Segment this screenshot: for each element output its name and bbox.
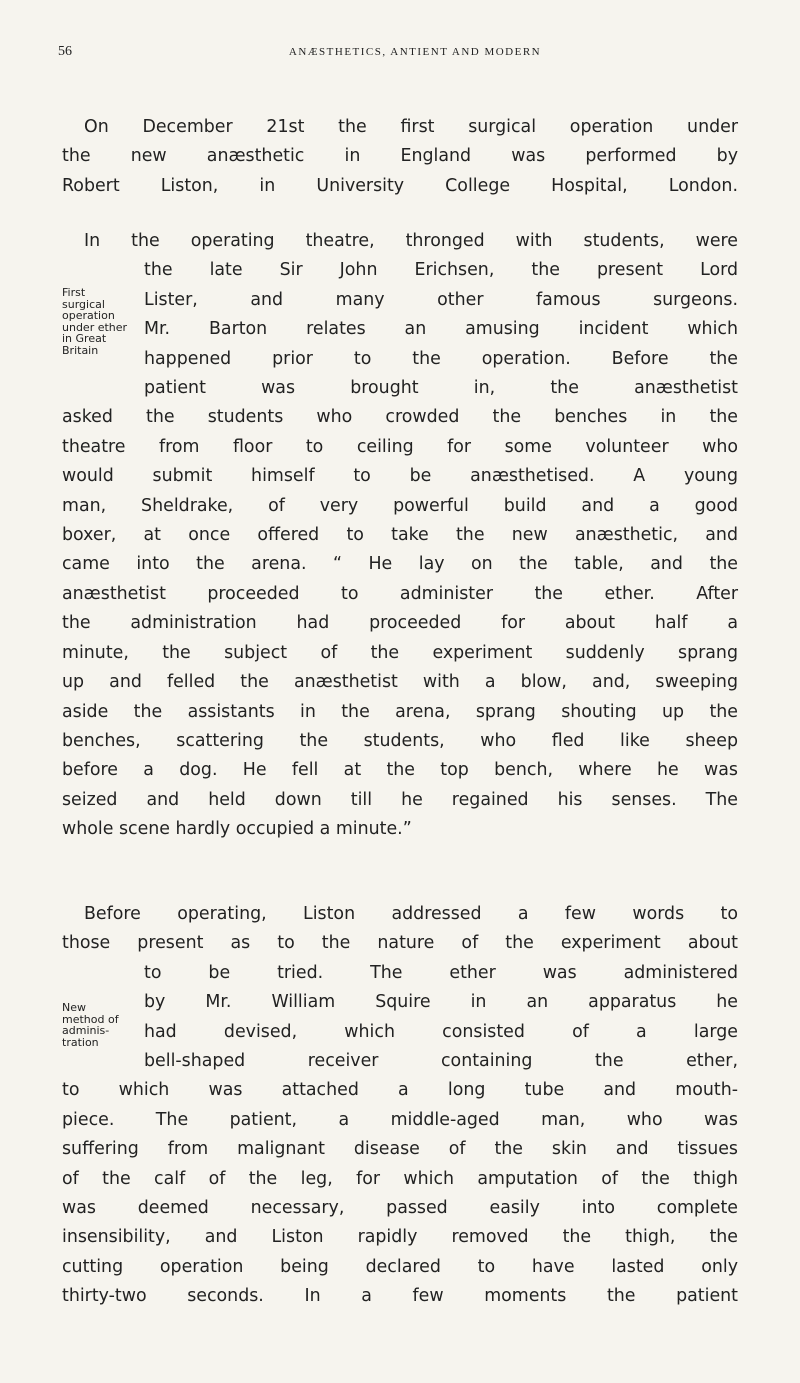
running-head: ANÆSTHETICS, ANTIENT AND MODERN xyxy=(288,46,542,58)
margin-note-line: in Great xyxy=(62,332,107,345)
margin-note-line: tration xyxy=(62,1035,99,1049)
text-line: had devised, which consisted of a large xyxy=(144,1021,738,1042)
margin-note-line: Britain xyxy=(62,343,99,357)
text-line: by Mr. William Squire in an apparatus he xyxy=(144,992,738,1013)
text-line: piece. The patient, a middle-aged man, who was xyxy=(62,1109,738,1130)
text-line: the administration had proceeded for about half a xyxy=(62,613,738,634)
text-line: those present as to the nature of the experiment about xyxy=(62,933,738,954)
margin-note-line: First xyxy=(62,286,86,299)
text-line: boxer, at once offered to take the new anæsthetic, and xyxy=(62,525,738,546)
text-line: insensibility, and Liston rapidly removed the thigh, the xyxy=(62,1227,738,1248)
text-line: happened prior to the operation. Before the xyxy=(144,348,738,369)
text-line: whole scene hardly occupied a minute.” xyxy=(62,819,412,840)
text-line: the late Sir John Erichsen, the present Lord xyxy=(144,260,738,281)
text-line: up and felled the anæsthetist with a blow, and, sweeping xyxy=(62,672,738,693)
text-line: cutting operation being declared to have lasted only xyxy=(62,1256,738,1277)
text-line: man, Sheldrake, of very powerful build and a good xyxy=(62,495,738,516)
text-line: asked the students who crowded the benches in the xyxy=(62,407,738,428)
margin-note-line: surgical xyxy=(62,297,105,311)
text-line: anæsthetist proceeded to administer the ether. After xyxy=(62,583,738,604)
text-line: minute, the subject of the experiment suddenly sprang xyxy=(62,642,738,663)
text-line: to which was attached a long tube and mouth- xyxy=(62,1080,738,1101)
text-line: theatre from floor to ceiling for some volunteer who xyxy=(62,436,738,457)
text-line: patient was brought in, the anæsthetist xyxy=(144,378,738,399)
text-line: to be tried. The ether was administered xyxy=(144,962,738,983)
margin-note-line: adminis- xyxy=(62,1024,110,1037)
page-number: 56 xyxy=(58,44,72,59)
text-line: Mr. Barton relates an amusing incident which xyxy=(144,319,738,340)
text-line: suffering from malignant disease of the skin and tissues xyxy=(62,1139,738,1160)
text-line: of the calf of the leg, for which amputation of the thigh xyxy=(62,1168,738,1189)
paragraph-3 xyxy=(62,900,738,1312)
text-line: was deemed necessary, passed easily into complete xyxy=(62,1198,738,1219)
text-line: aside the assistants in the arena, sprang shouting up the xyxy=(62,701,738,722)
page-header xyxy=(58,44,742,68)
paragraph-1 xyxy=(62,113,738,201)
text-line: Lister, and many other famous surgeons. xyxy=(144,289,738,310)
margin-note-line: method of xyxy=(62,1012,119,1026)
text-line: would submit himself to be anæsthetised. A young xyxy=(62,466,738,487)
text-line: came into the arena. “ He lay on the table, and the xyxy=(62,554,738,575)
text-line: bell-shaped receiver containing the ether, xyxy=(144,1051,738,1072)
text-line: seized and held down till he regained his senses. The xyxy=(62,789,738,810)
text-line: benches, scattering the students, who fled like sheep xyxy=(62,730,738,751)
text-line: thirty-two seconds. In a few moments the patient xyxy=(62,1286,738,1307)
margin-note-line: New xyxy=(62,1001,86,1014)
text-line: Before operating, Liston addressed a few words to xyxy=(84,904,738,924)
text-line: Robert Liston, in University College Hospital, London. xyxy=(62,175,738,196)
margin-note-line: under ether xyxy=(62,320,128,334)
margin-note-first-operation xyxy=(62,287,142,356)
text-line: the new anæsthetic in England was performed by xyxy=(62,146,738,167)
paragraph-2 xyxy=(62,227,738,845)
text-line: In the operating theatre, thronged with students, were xyxy=(84,231,738,251)
text-line: before a dog. He fell at the top bench, where he was xyxy=(62,760,738,781)
margin-note-line: operation xyxy=(62,309,115,322)
margin-note-new-method xyxy=(62,1002,142,1048)
text-line: On December 21st the first surgical operation under xyxy=(84,117,738,137)
